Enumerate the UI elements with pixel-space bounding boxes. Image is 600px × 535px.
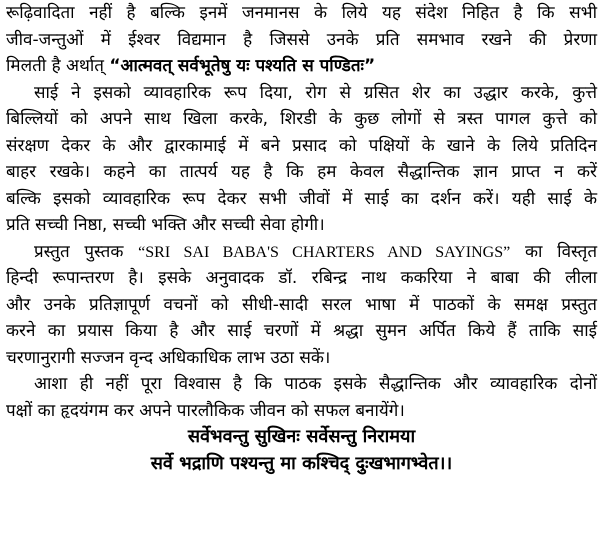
text-line: हिन्दी रूपान्तरण है। इसके अनुवादक डॉ. रबिन्द्र नाथ ककरिया ने बाबा की लीला [6, 268, 597, 288]
closing-shloka [6, 424, 597, 477]
text-line: बिल्लियों को अपने साथ खिला करके, शिरडी के कुछ लोगों से त्रस्त पागल कुत्ते को [6, 109, 597, 129]
text-fragment: का विस्तृत [524, 241, 598, 262]
text-fragment: मिलती है अर्थात् [6, 56, 104, 76]
text-line: रूढ़िवादिता नहीं है बल्कि इनमें जनमानस के लिये यह संदेश निहित है कि सभी [6, 3, 597, 23]
text-line: जीव-जन्तुओं में ईश्वर विद्यमान है जिससे उनके प्रति समभाव रखने की प्रेरणा [6, 29, 597, 50]
text-fragment: प्रस्तुत पुस्तक [34, 241, 124, 262]
text-line-with-book-title [6, 239, 597, 266]
text-line: करने का प्रयास किया है और साई चरणों में श्रद्धा सुमन अर्पित किये हैं ताकि साई [6, 321, 597, 341]
text-line: बाहर रखके। कहने का तात्पर्य यह है कि हम केवल सैद्धान्तिक ज्ञान प्राप्त न करें [6, 162, 597, 182]
paragraph-2 [6, 80, 597, 239]
text-line: संरक्षण देकर के और द्वारकामाई में बने प्रसाद को पक्षियों के खाने के लिये प्रतिदिन [6, 135, 597, 156]
text-line: साई ने इसको व्यावहारिक रूप दिया, रोग से ग्रसित शेर का उद्धार करके, कुत्ते [34, 82, 597, 103]
text-line: प्रति सच्ची निष्ठा, सच्ची भक्ति और सच्ची सेवा होगी। [6, 215, 325, 235]
text-line: आशा ही नहीं पूरा विश्वास है कि पाठक इसके सैद्धान्तिक और व्यावहारिक दोनों [34, 374, 597, 394]
paragraph-1 [6, 0, 597, 80]
text-line-with-quote [6, 53, 597, 80]
text-line: बल्कि इसको व्यावहारिक रूप देकर सभी जीवों में साई का दर्शन करें। यही साई के [6, 188, 597, 209]
text-line: और उनके प्रतिज्ञापूर्ण वचनों को सीधी-सादी सरल भाषा में पाठकों के समक्ष प्रस्तुत [6, 294, 597, 315]
shloka-line: सर्वे भद्राणि पश्यन्तु मा कश्चिद् दुःखभागभ्वेत।। [150, 452, 453, 474]
book-title: “SRI SAI BABA'S CHARTERS AND SAYINGS” [138, 243, 511, 261]
shloka-line: सर्वेभवन्तु सुखिनः सर्वेसन्तु निरामया [187, 426, 416, 447]
paragraph-4 [6, 371, 597, 424]
paragraph-3 [6, 239, 597, 372]
text-line: चरणानुरागी सज्जन वृन्द अधिकाधिक लाभ उठा सकें। [6, 347, 331, 368]
text-line: पक्षों का हृदयंगम कर अपने पारलौकिक जीवन को सफल बनायेंगे। [6, 400, 405, 421]
sanskrit-quote: “आत्मवत् सर्वभूतेषु यः पश्यति स पण्डितः” [109, 56, 376, 76]
